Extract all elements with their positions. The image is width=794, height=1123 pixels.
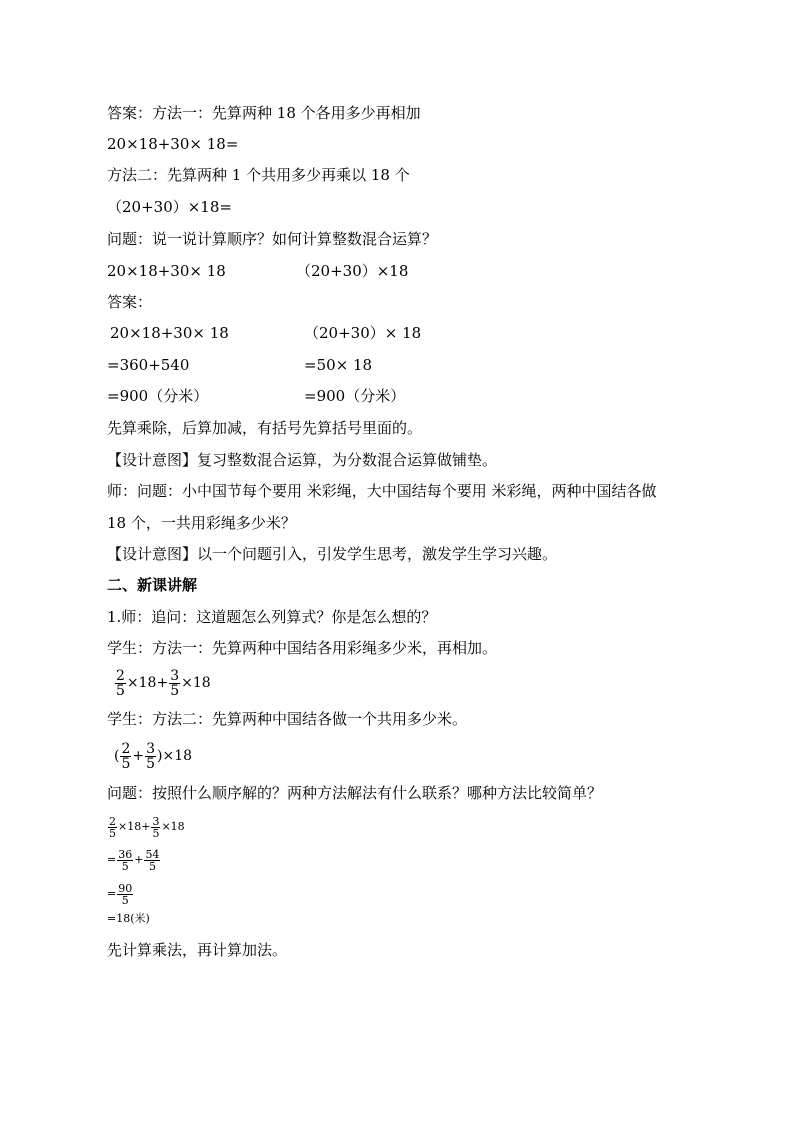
text-line: 18 个，一共用彩绳多少米？ bbox=[107, 514, 296, 532]
numerator: 2 bbox=[121, 740, 131, 757]
fraction bbox=[169, 669, 180, 698]
denominator: 5 bbox=[146, 755, 156, 772]
solution-step-4: =18(米) bbox=[107, 912, 150, 925]
formula-text: ×18+ bbox=[118, 820, 151, 833]
formula-text: ×18 bbox=[181, 675, 211, 691]
formula-text: = bbox=[107, 887, 117, 900]
denominator: 5 bbox=[170, 682, 180, 699]
text-line: 答案： bbox=[107, 293, 153, 311]
denominator: 5 bbox=[117, 860, 133, 872]
text-line: =50× 18 bbox=[304, 356, 373, 374]
numerator: 3 bbox=[152, 814, 160, 828]
formula-text: ×18 bbox=[161, 820, 185, 833]
formula-method-two bbox=[114, 737, 192, 775]
text-line: 20×18+30× 18 bbox=[107, 262, 226, 280]
formula-method-one bbox=[114, 664, 211, 702]
text-line: 先算乘除，后算加减，有括号先算括号里面的。 bbox=[107, 419, 423, 437]
numerator: 2 bbox=[116, 667, 125, 684]
text-line: =900（分米） bbox=[304, 387, 406, 405]
formula-text: ×18+ bbox=[126, 675, 169, 691]
fraction bbox=[115, 669, 126, 698]
numerator: 2 bbox=[109, 814, 116, 828]
denominator: 5 bbox=[121, 755, 131, 772]
denominator: 5 bbox=[152, 826, 160, 840]
formula-text: + bbox=[134, 853, 144, 866]
numerator: 3 bbox=[146, 740, 156, 757]
solution-step-2 bbox=[107, 845, 161, 875]
fraction bbox=[120, 742, 131, 771]
fraction bbox=[151, 816, 160, 839]
fraction bbox=[117, 883, 133, 906]
text-line: 学生：方法一：先算两种中国结各用彩绳多少米，再相加。 bbox=[107, 639, 498, 657]
text-line: 答案：方法一：先算两种 18 个各用多少再相加 bbox=[107, 104, 421, 122]
denominator: 5 bbox=[109, 826, 116, 840]
text-line: 师：问题：小中国节每个要用 米彩绳，大中国结每个要用 米彩绳，两种中国结各做 bbox=[107, 482, 657, 500]
numerator: 36 bbox=[118, 847, 133, 861]
fraction bbox=[144, 849, 160, 872]
denominator: 5 bbox=[144, 860, 160, 872]
text-line: 20×18+30× 18= bbox=[107, 135, 239, 153]
text-line: 【设计意图】以一个问题引入，引发学生思考，激发学生学习兴趣。 bbox=[107, 545, 558, 563]
formula-text: + bbox=[132, 748, 145, 764]
text-line: （20+30）×18 bbox=[296, 262, 409, 280]
text-line: （20+30）× 18 bbox=[304, 324, 422, 342]
text-line: =900（分米） bbox=[107, 387, 209, 405]
text-line: 【设计意图】复习整数混合运算，为分数混合运算做铺垫。 bbox=[107, 451, 498, 469]
text-line: =360+540 bbox=[107, 356, 190, 374]
fraction bbox=[145, 742, 156, 771]
text-line: 20×18+30× 18 bbox=[110, 324, 229, 342]
formula-text: ( bbox=[114, 748, 120, 764]
denominator: 5 bbox=[116, 682, 125, 699]
text-line: 学生：方法二：先算两种中国结各做一个共用多少米。 bbox=[107, 710, 468, 728]
solution-step-3 bbox=[107, 879, 134, 909]
fraction bbox=[117, 849, 133, 872]
numerator: 3 bbox=[170, 667, 180, 684]
section-heading: 二、新课讲解 bbox=[107, 576, 198, 594]
denominator: 5 bbox=[117, 894, 133, 906]
formula-text: )×18 bbox=[157, 748, 193, 764]
fraction bbox=[108, 816, 117, 839]
numerator: 54 bbox=[145, 847, 160, 861]
text-line: 问题：说一说计算顺序？如何计算整数混合运算？ bbox=[107, 230, 438, 248]
text-line: 1.师：追问：这道题怎么列算式？你是怎么想的？ bbox=[107, 608, 437, 626]
text-line: 问题：按照什么顺序解的？两种方法解法有什么联系？哪种方法比较简单？ bbox=[107, 784, 603, 802]
text-line: （20+30）×18= bbox=[107, 198, 232, 216]
solution-step-1 bbox=[107, 813, 185, 841]
numerator: 90 bbox=[118, 881, 133, 895]
formula-text: = bbox=[107, 853, 117, 866]
text-line: 先计算乘法，再计算加法。 bbox=[107, 941, 288, 959]
text-line: 方法二：先算两种 1 个共用多少再乘以 18 个 bbox=[107, 166, 410, 184]
